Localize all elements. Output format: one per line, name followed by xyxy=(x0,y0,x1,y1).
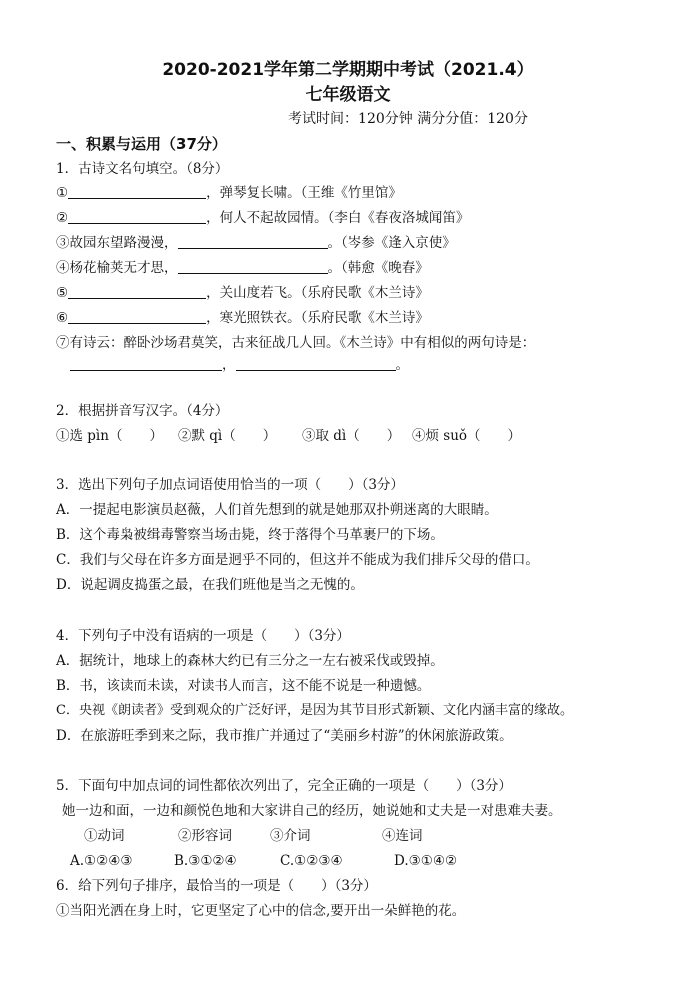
poem-fill-item-5 xyxy=(56,284,429,302)
answer-blank[interactable] xyxy=(68,309,206,324)
item-suffix: ，弹琴复长啸。（王维《竹里馆》 xyxy=(206,185,402,201)
item-prefix: ④杨花榆荚无才思， xyxy=(56,260,178,276)
option-a[interactable]: A.①②④③ xyxy=(70,853,133,869)
pinyin-item[interactable]: ③取 dì（ ） xyxy=(302,428,401,444)
pos-label: ③介词 xyxy=(270,828,311,844)
pinyin-item[interactable]: ①选 pìn（ ） xyxy=(56,428,163,444)
poem-fill-item-2 xyxy=(56,209,469,227)
question-2-options xyxy=(56,427,521,445)
option-b[interactable]: B.③①②④ xyxy=(174,853,237,869)
separator: ， xyxy=(222,357,236,373)
pos-label: ②形容词 xyxy=(178,828,232,844)
answer-blank[interactable] xyxy=(68,184,206,199)
item-suffix: ，寒光照铁衣。（乐府民歌《木兰诗》 xyxy=(206,310,429,326)
answer-blank[interactable] xyxy=(68,209,206,224)
question-2-stem: 2．根据拼音写汉字。（4分） xyxy=(56,403,229,419)
poem-fill-item-7: ⑦有诗云：醉卧沙场君莫笑，古来征战几人回。《木兰诗》中有相似的两句诗是： xyxy=(56,335,536,351)
pos-label: ①动词 xyxy=(84,828,125,844)
question-3-stem: 3．选出下列句子加点词语使用恰当的一项（ ）（3分） xyxy=(56,477,404,493)
poem-fill-item-1 xyxy=(56,184,402,202)
option-b[interactable]: B．这个毒枭被缉毒警察当场击毙，终于落得个马革裹尸的下场。 xyxy=(56,527,444,543)
subject-title: 七年级语文 xyxy=(305,85,391,105)
answer-blank[interactable] xyxy=(236,356,396,371)
pinyin-item[interactable]: ④烦 suǒ（ ） xyxy=(412,428,522,444)
answer-blank[interactable] xyxy=(70,356,222,371)
pinyin-item[interactable]: ②默 qì（ ） xyxy=(178,428,277,444)
question-4-stem: 4．下列句子中没有语病的一项是（ ）（3分） xyxy=(56,628,350,644)
option-d[interactable]: D.③①④② xyxy=(394,853,458,869)
question-6-stem: 6．给下列句子排序，最恰当的一项是（ ）（3分） xyxy=(56,878,377,894)
option-c[interactable]: C．央视《朗读者》受到观众的广泛好评，是因为其节目形式新颖、文化内涵丰富的缘故。 xyxy=(56,703,573,718)
option-d[interactable]: D．在旅游旺季到来之际，我市推广并通过了“美丽乡村游”的休闲旅游政策。 xyxy=(56,728,513,744)
poem-fill-item-7-answer xyxy=(70,356,409,374)
item-prefix: ① xyxy=(56,185,69,201)
item-prefix: ③故园东望路漫漫， xyxy=(56,235,178,251)
question-5-options xyxy=(70,852,457,870)
item-prefix: ⑥ xyxy=(56,310,69,326)
end-mark: 。 xyxy=(395,357,409,373)
answer-blank[interactable] xyxy=(178,234,328,249)
item-suffix: 。（韩愈《晚春》 xyxy=(327,260,429,276)
answer-blank[interactable] xyxy=(178,259,328,274)
poem-fill-item-4 xyxy=(56,259,429,277)
option-a[interactable]: A．据统计，地球上的森林大约已有三分之一左右被采伐或毁掉。 xyxy=(56,653,444,669)
item-suffix: 。（岑参《逢入京使》 xyxy=(327,235,456,251)
option-d[interactable]: D．说起调皮捣蛋之最，在我们班他是当之无愧的。 xyxy=(56,577,364,593)
poem-fill-item-6 xyxy=(56,309,429,327)
question-6-sentence-1: ①当阳光洒在身上时，它更坚定了心中的信念,要开出一朵鲜艳的花。 xyxy=(56,903,466,919)
pos-label: ④连词 xyxy=(382,828,423,844)
poem-fill-item-3 xyxy=(56,234,456,252)
item-suffix: ，关山度若飞。（乐府民歌《木兰诗》 xyxy=(206,285,429,301)
part-of-speech-list xyxy=(84,827,423,845)
item-prefix: ② xyxy=(56,210,69,226)
option-b[interactable]: B．书，该读而未读，对读书人而言，这不能不说是一种遗憾。 xyxy=(56,678,431,694)
option-a[interactable]: A．一提起电影演员赵薇，人们首先想到的就是她那双扑朔迷离的大眼睛。 xyxy=(56,502,498,518)
option-c[interactable]: C.①②③④ xyxy=(280,853,343,869)
item-prefix: ⑤ xyxy=(56,285,69,301)
exam-title: 2020-2021学年第二学期期中考试（2021.4） xyxy=(162,60,534,80)
exam-info: 考试时间：120分钟 满分分值：120分 xyxy=(288,111,528,127)
item-suffix: ，何人不起故园情。（李白《春夜洛城闻笛》 xyxy=(206,210,470,226)
section-heading: 一、积累与运用（37分） xyxy=(56,135,227,153)
question-5-stem: 5．下面句中加点词的词性都依次列出了，完全正确的一项是（ ）（3分） xyxy=(56,778,512,794)
question-5-sentence: 她一边和面，一边和颜悦色地和大家讲自己的经历，她说她和丈夫是一对患难夫妻。 xyxy=(62,803,562,819)
question-1-stem: 1．古诗文名句填空。（8分） xyxy=(56,161,229,177)
answer-blank[interactable] xyxy=(68,284,206,299)
option-c[interactable]: C．我们与父母在许多方面是迥乎不同的，但这并不能成为我们排斥父母的借口。 xyxy=(56,552,539,568)
